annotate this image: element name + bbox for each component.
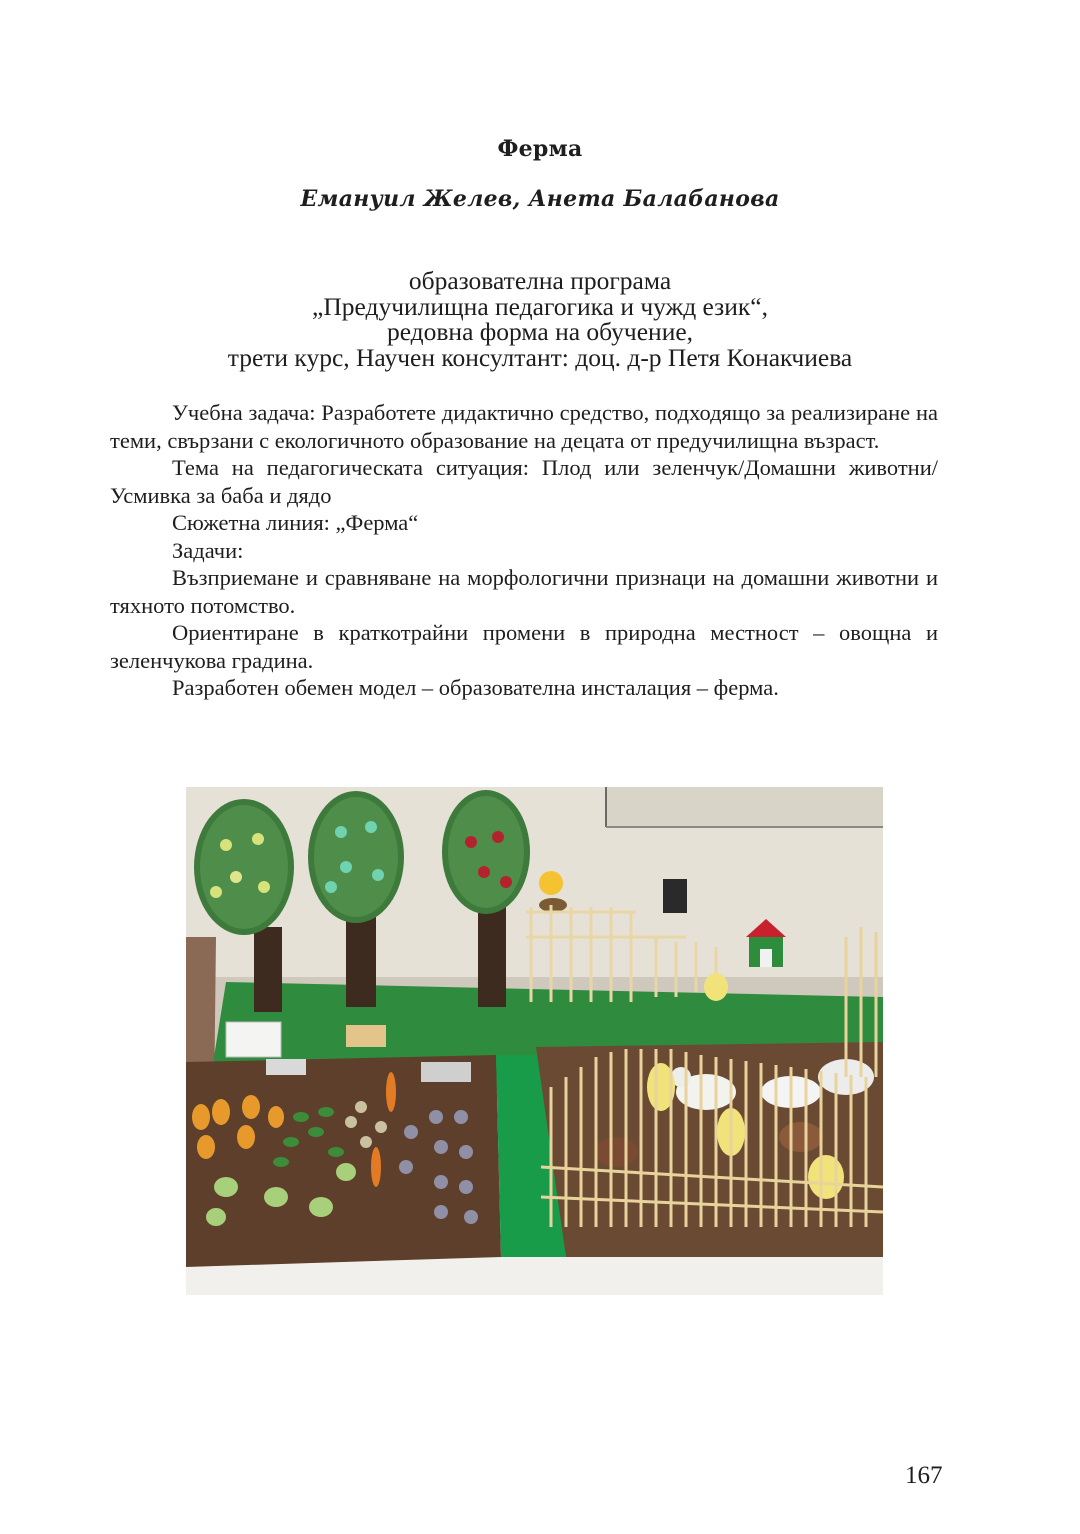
paragraph-task-2: Ориентиране в краткотрайни промени в природна местност – овощна и зеленчукова градина. xyxy=(110,620,938,673)
paragraph-task: Учебна задача: Разработете дидактично средство, подходящо за реализиране на теми, свързани с екологичното образование на децата от предучилищна възраст. xyxy=(110,400,938,453)
program-line: трети курс, Научен консултант: доц. д-р Петя Конакчиева xyxy=(227,342,853,372)
program-line: „Предучилищна педагогика и чужд език“, xyxy=(312,291,768,321)
paragraph-theme: Тема на педагогическата ситуация: Плод или зеленчук/Домашни животни/Усмивка за баба и дядо xyxy=(110,455,938,508)
body-text xyxy=(110,399,938,702)
farm-model-photo xyxy=(186,787,883,1295)
program-info xyxy=(0,268,1080,370)
paragraph-task-1: Възприемане и сравняване на морфологични признаци на домашни животни и тяхното потомство. xyxy=(110,565,938,618)
article-title: Ферма xyxy=(497,136,583,162)
paragraph-model: Разработен обемен модел – образователна инсталация – ферма. xyxy=(172,675,779,700)
program-line: редовна форма на обучение, xyxy=(386,317,694,346)
paragraph-tasks-heading: Задачи: xyxy=(172,537,244,563)
farm-model-illustration xyxy=(186,787,883,1295)
article-authors: Емануил Желев, Анета Балабанова xyxy=(300,186,780,212)
program-line: образователна програма xyxy=(408,266,672,295)
paragraph-storyline: Сюжетна линия: „Ферма“ xyxy=(172,510,419,535)
page-number: 167 xyxy=(905,1462,943,1489)
